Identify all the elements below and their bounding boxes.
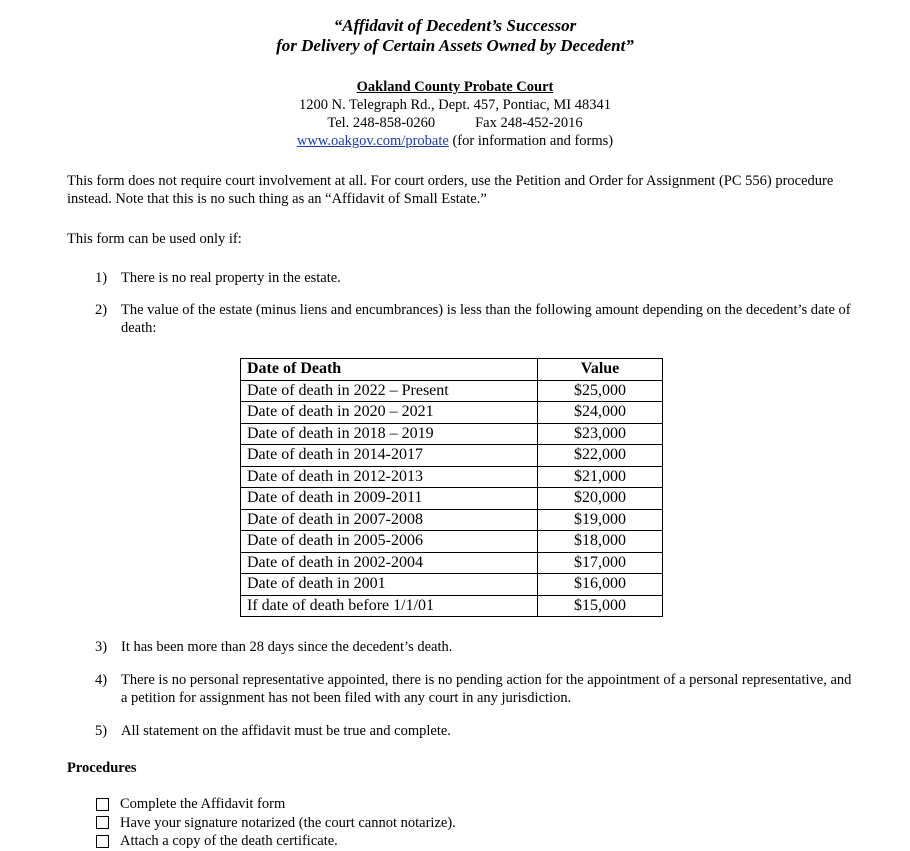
condition-item-3 [95, 638, 855, 656]
checklist-item [96, 795, 456, 814]
condition-lead: This form can be used only if: [67, 231, 242, 247]
checkbox[interactable] [96, 816, 109, 829]
table-row [241, 531, 663, 553]
date-cell: Date of death in 2009-2011 [241, 488, 538, 510]
checklist-label: Attach a copy of the death certificate. [120, 833, 338, 849]
header-value: Value [538, 359, 663, 381]
date-cell: Date of death in 2020 – 2021 [241, 402, 538, 424]
value-cell: $18,000 [538, 531, 663, 553]
court-name: Oakland County Probate Court [356, 79, 554, 95]
intro-paragraph: This form does not require court involvement at all. For court orders, use the Petition and Order for Assignment (PC 556) procedure instead. Note that this is no such thing as an “Affidavit of Small Estate.” [67, 173, 834, 207]
table-row [241, 509, 663, 531]
condition-text: All statement on the affidavit must be true and complete. [121, 723, 451, 739]
condition-text: It has been more than 28 days since the decedent’s death. [121, 639, 453, 655]
value-cell: $19,000 [538, 509, 663, 531]
court-tel: Tel. 248-858-0260 [327, 115, 436, 131]
date-cell: Date of death in 2012-2013 [241, 466, 538, 488]
condition-number: 3) [95, 639, 108, 655]
checklist-item [96, 814, 456, 833]
table-row [241, 402, 663, 424]
court-address: 1200 N. Telegraph Rd., Dept. 457, Pontiac, MI 48341 [298, 97, 612, 113]
date-cell: If date of death before 1/1/01 [241, 595, 538, 617]
table-row [241, 552, 663, 574]
condition-number: 4) [95, 672, 108, 688]
court-fax: Fax 248-452-2016 [475, 115, 583, 131]
value-cell: $21,000 [538, 466, 663, 488]
condition-item-1 [95, 269, 855, 287]
table-row [241, 574, 663, 596]
condition-item-5 [95, 722, 855, 740]
date-cell: Date of death in 2001 [241, 574, 538, 596]
procedures-heading: Procedures [67, 760, 137, 776]
title-line-2: for Delivery of Certain Assets Owned by Decedent” [276, 36, 634, 55]
value-cell: $25,000 [538, 380, 663, 402]
court-info [0, 78, 910, 150]
condition-item-2 [95, 301, 855, 337]
website-link[interactable]: www.oakgov.com/probate [296, 133, 449, 149]
condition-text: The value of the estate (minus liens and encumbrances) is less than the following amount depending on the decedent’s date of death: [121, 302, 851, 336]
checklist-label: Have your signature notarized (the court cannot notarize). [120, 814, 456, 831]
value-cell: $15,000 [538, 595, 663, 617]
condition-text: There is no personal representative appointed, there is no pending action for the appointment of a personal representative, and a petition for assignment has not been filed with any court in any jurisdiction. [121, 672, 852, 706]
value-cell: $22,000 [538, 445, 663, 467]
title-line-1: “Affidavit of Decedent’s Successor [333, 16, 577, 35]
table-row [241, 488, 663, 510]
value-cell: $23,000 [538, 423, 663, 445]
value-cell: $17,000 [538, 552, 663, 574]
website-note: (for information and forms) [448, 133, 614, 149]
condition-number: 1) [95, 270, 108, 286]
condition-item-4 [95, 671, 855, 707]
value-cell: $24,000 [538, 402, 663, 424]
table-row [241, 445, 663, 467]
header-date-of-death: Date of Death [241, 359, 538, 381]
condition-number: 5) [95, 723, 108, 739]
table-row [241, 380, 663, 402]
date-cell: Date of death in 2018 – 2019 [241, 423, 538, 445]
condition-text: There is no real property in the estate. [121, 270, 341, 286]
condition-number: 2) [95, 302, 108, 318]
table-row [241, 423, 663, 445]
procedures-checklist [96, 795, 456, 851]
checklist-item [96, 832, 456, 851]
date-of-death-table [240, 358, 663, 617]
value-cell: $16,000 [538, 574, 663, 596]
table-row [241, 595, 663, 617]
checkbox[interactable] [96, 798, 109, 811]
form-title [0, 16, 910, 56]
date-cell: Date of death in 2002-2004 [241, 552, 538, 574]
date-cell: Date of death in 2022 – Present [241, 380, 538, 402]
date-cell: Date of death in 2007-2008 [241, 509, 538, 531]
date-cell: Date of death in 2014-2017 [241, 445, 538, 467]
checkbox[interactable] [96, 835, 109, 848]
checklist-label: Complete the Affidavit form [120, 796, 286, 812]
date-cell: Date of death in 2005-2006 [241, 531, 538, 553]
table-row [241, 466, 663, 488]
value-cell: $20,000 [538, 488, 663, 510]
table-header-row [241, 359, 663, 381]
